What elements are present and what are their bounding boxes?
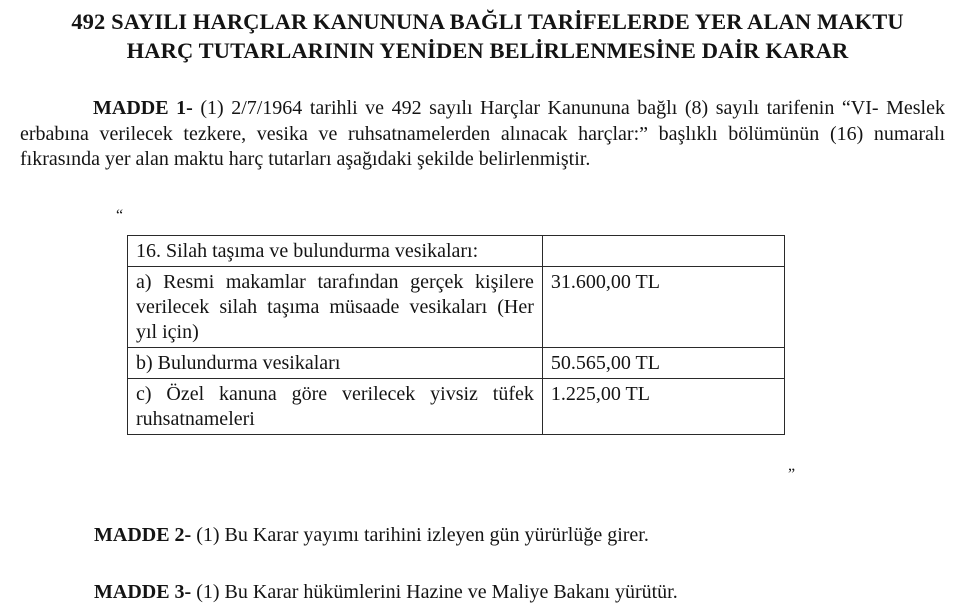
table-row <box>128 267 785 348</box>
article-1-paragraph <box>20 96 945 173</box>
fee-amount-cell: 1.225,00 TL <box>542 379 784 435</box>
fee-description-cell: b) Bulundurma vesikaları <box>128 348 543 379</box>
article-3-text: (1) Bu Karar hükümlerini Hazine ve Maliye Bakanı yürütür. <box>191 581 678 603</box>
fee-amount-cell <box>542 236 784 267</box>
document-title-line-2: HARÇ TUTARLARININ YENİDEN BELİRLENMESİNE DAİR KARAR <box>126 38 849 63</box>
article-1-indent <box>20 97 93 119</box>
article-2-text: (1) Bu Karar yayımı tarihini izleyen gün yürürlüğe girer. <box>191 524 649 546</box>
table-row <box>128 236 785 267</box>
article-1-label: MADDE 1- <box>93 97 193 119</box>
fee-description-cell: a) Resmi makamlar tarafından gerçek kişilere verilecek silah taşıma müsaade vesikaları (Her yıl için) <box>128 267 543 348</box>
article-3-label: MADDE 3- <box>94 581 192 603</box>
document-title-line-1: 492 SAYILI HARÇLAR KANUNUNA BAĞLI TARİFELERDE YER ALAN MAKTU <box>71 9 904 34</box>
article-3-paragraph <box>94 580 678 605</box>
article-2-label: MADDE 2- <box>94 524 192 546</box>
article-1-text: (1) 2/7/1964 tarihli ve 492 sayılı Harçlar Kanununa bağlı (8) sayılı tarifenin “VI- Meslek erbabına verilecek tezkere, vesika ve ruhsatnamelerden alınacak harçlar:” başlıklı bölümünün (16) numaralı fıkrasında yer alan maktu harç tutarları aşağıdaki şekilde belirlenmiştir. <box>20 97 945 170</box>
closing-quote-mark: ” <box>788 466 796 483</box>
fee-description-cell: c) Özel kanuna göre verilecek yivsiz tüfek ruhsatnameleri <box>128 379 543 435</box>
table-row <box>128 348 785 379</box>
fee-description-cell: 16. Silah taşıma ve bulundurma vesikaları: <box>128 236 543 267</box>
table-row <box>128 379 785 435</box>
fee-table <box>127 235 785 435</box>
opening-quote-mark: “ <box>116 207 124 224</box>
article-2-paragraph <box>94 523 649 548</box>
fee-amount-cell: 31.600,00 TL <box>542 267 784 348</box>
fee-amount-cell: 50.565,00 TL <box>542 348 784 379</box>
